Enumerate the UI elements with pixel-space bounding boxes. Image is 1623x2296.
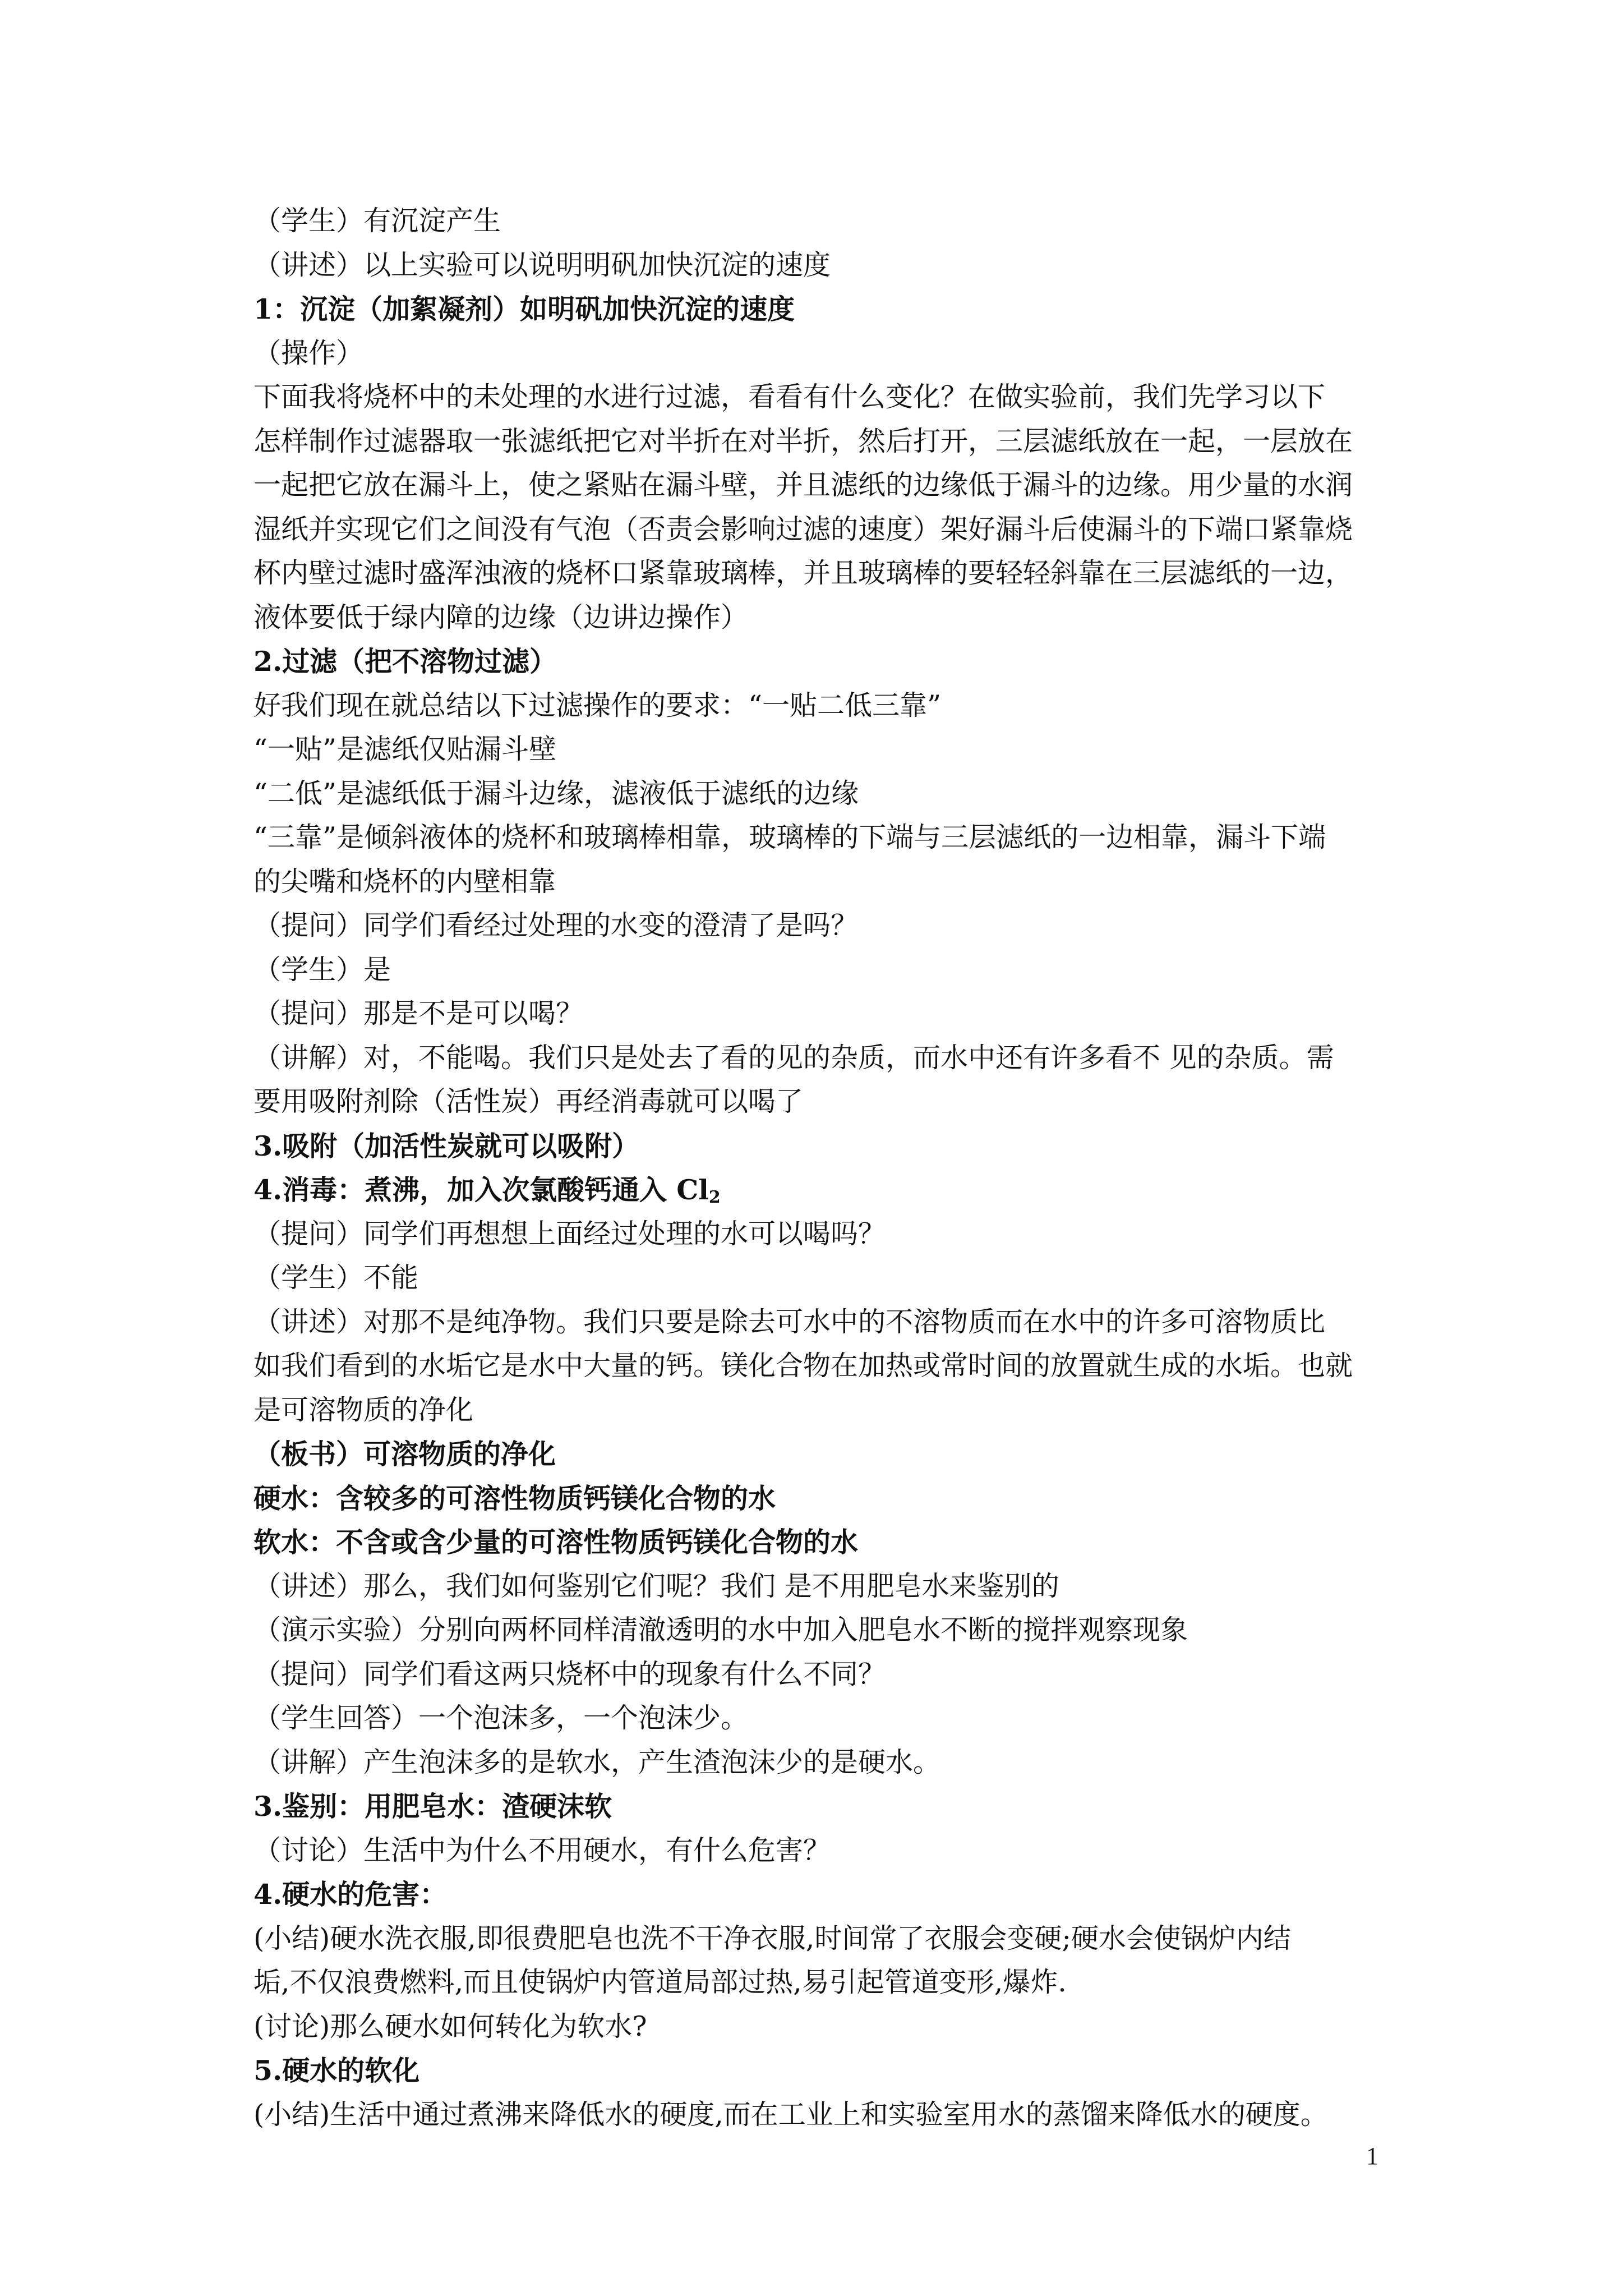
line-text: 的尖嘴和烧杯的内壁相靠: [253, 865, 556, 898]
text-line: [253, 332, 1403, 376]
page-number: 1: [1366, 2142, 1378, 2170]
text-line: [253, 1741, 1403, 1785]
line-text: （学生）有沉淀产生: [253, 205, 501, 237]
line-text: 是可溶物质的净化: [253, 1393, 474, 1426]
line-text: 2.过滤（把不溶物过滤）: [253, 645, 557, 678]
text-line: [253, 904, 1403, 948]
line-text: (小结)硬水洗衣服,即很费肥皂也洗不干净衣服,时间常了衣服会变硬;硬水会使锅炉内结: [253, 1922, 1291, 1954]
section-heading: [253, 1872, 1403, 1917]
line-text: 4.硬水的危害：: [253, 1878, 448, 1911]
line-text: （板书）可溶物质的净化: [253, 1438, 556, 1470]
line-text: 3.鉴别：用肥皂水：渣硬沫软: [253, 1790, 612, 1823]
line-text: 一起把它放在漏斗上，使之紧贴在漏斗壁，并且滤纸的边缘低于漏斗的边缘。用少量的水润: [253, 469, 1353, 501]
text-line: [253, 992, 1403, 1036]
line-text: （学生）是: [253, 953, 391, 986]
section-heading: [253, 1432, 1403, 1476]
line-text: (小结)生活中通过煮沸来降低水的硬度,而在工业上和实验室用水的蒸馏来降低水的硬度。: [253, 2098, 1328, 2131]
text-line: [253, 948, 1403, 992]
section-heading: [253, 1476, 1403, 1521]
text-line: [253, 243, 1403, 288]
line-text: 液体要低于绿内障的边缘（边讲边操作）: [253, 601, 749, 633]
text-line: [253, 375, 1403, 420]
line-text: 4.消毒：煮沸，加入次氯酸钙通入 Cl: [253, 1174, 709, 1206]
line-text: （讲述）以上实验可以说明明矾加快沉淀的速度: [253, 249, 831, 281]
section-heading: [253, 287, 1403, 332]
line-text: （演示实验）分别向两杯同样清澈透明的水中加入肥皂水不断的搅拌观察现象: [253, 1614, 1188, 1646]
section-heading: [253, 1168, 1403, 1212]
line-text: （讲解）产生泡沫多的是软水，产生渣泡沫少的是硬水。: [253, 1746, 941, 1778]
section-heading: [253, 639, 1403, 684]
line-text: 3.吸附（加活性炭就可以吸附）: [253, 1129, 640, 1162]
line-text: （学生回答）一个泡沫多，一个泡沫少。: [253, 1702, 749, 1734]
text-line: [253, 772, 1403, 816]
line-text: “三靠”是倾斜液体的烧杯和玻璃棒相靠，玻璃棒的下端与三层滤纸的一边相靠，漏斗下端: [253, 821, 1326, 853]
text-line: [253, 1961, 1403, 2005]
line-text: 如我们看到的水垢它是水中大量的钙。镁化合物在加热或常时间的放置就生成的水垢。也就: [253, 1350, 1353, 1382]
line-text: （提问）那是不是可以喝？: [253, 997, 584, 1029]
text-line: [253, 551, 1403, 596]
line-text: （学生）不能: [253, 1262, 419, 1294]
line-text: 5.硬水的软化: [253, 2054, 420, 2087]
line-text: 要用吸附剂除（活性炭）再经消毒就可以喝了: [253, 1085, 804, 1117]
section-heading: [253, 2049, 1403, 2093]
text-line: [253, 1212, 1403, 1257]
line-text: 湿纸并实现它们之间没有气泡（否责会影响过滤的速度）架好漏斗后使漏斗的下端口紧靠烧: [253, 513, 1353, 545]
text-line: [253, 1036, 1403, 1080]
line-text: （讨论）生活中为什么不用硬水，有什么危害？: [253, 1834, 831, 1866]
line-text: 垢,不仅浪费燃料,而且使锅炉内管道局部过热,易引起管道变形,爆炸.: [253, 1966, 1067, 1998]
line-text: （讲述）对那不是纯净物。我们只要是除去可水中的不溶物质而在水中的许多可溶物质比: [253, 1305, 1326, 1338]
text-line: [253, 1917, 1403, 1961]
text-line: [253, 1344, 1403, 1388]
line-text: 好我们现在就总结以下过滤操作的要求：“一贴二低三靠”: [253, 689, 942, 721]
line-text: （讲解）对，不能喝。我们只是处去了看的见的杂质，而水中还有许多看不 见的杂质。需: [253, 1041, 1334, 1074]
text-line: [253, 1696, 1403, 1741]
line-text: （操作）: [253, 337, 364, 369]
text-line: [253, 1080, 1403, 1124]
line-text: 软水：不含或含少量的可溶性物质钙镁化合物的水: [253, 1526, 859, 1558]
text-line: [253, 1653, 1403, 1697]
line-text: 1：沉淀（加絮凝剂）如明矾加快沉淀的速度: [253, 293, 795, 325]
line-text: 杯内壁过滤时盛浑浊液的烧杯口紧靠玻璃棒，并且玻璃棒的要轻轻斜靠在三层滤纸的一边，: [253, 557, 1353, 589]
text-line: [253, 508, 1403, 552]
document-body: [253, 199, 1403, 2137]
text-line: [253, 860, 1403, 904]
line-text: 怎样制作过滤器取一张滤纸把它对半折在对半折，然后打开，三层滤纸放在一起，一层放在: [253, 425, 1353, 457]
section-heading: [253, 1124, 1403, 1168]
line-text: （讲述）那么，我们如何鉴别它们呢？我们 是不用肥皂水来鉴别的: [253, 1570, 1059, 1602]
line-text: “一贴”是滤纸仅贴漏斗壁: [253, 733, 557, 765]
text-line: [253, 420, 1403, 464]
section-heading: [253, 1520, 1403, 1565]
line-text: 硬水：含较多的可溶性物质钙镁化合物的水: [253, 1481, 776, 1515]
text-line: [253, 199, 1403, 243]
line-text: 下面我将烧杯中的未处理的水进行过滤，看看有什么变化？在做实验前，我们先学习以下: [253, 381, 1326, 413]
text-line: [253, 1608, 1403, 1653]
line-text: （提问）同学们看经过处理的水变的澄清了是吗？: [253, 909, 859, 941]
text-line: [253, 1300, 1403, 1345]
line-text: (讨论)那么硬水如何转化为软水?: [253, 2010, 647, 2042]
line-text: （提问）同学们看这两只烧杯中的现象有什么不同？: [253, 1658, 886, 1690]
text-line: [253, 1388, 1403, 1433]
text-line: [253, 2093, 1403, 2137]
text-line: [253, 463, 1403, 508]
section-heading: [253, 1784, 1403, 1829]
text-line: [253, 2005, 1403, 2049]
text-line: [253, 1565, 1403, 1609]
text-line: [253, 596, 1403, 640]
line-text: （提问）同学们再想想上面经过处理的水可以喝吗？: [253, 1217, 886, 1250]
subscript: 2: [708, 1188, 721, 1207]
line-text: “二低”是滤纸低于漏斗边缘，滤液低于滤纸的边缘: [253, 777, 859, 809]
text-line: [253, 684, 1403, 728]
text-line: [253, 728, 1403, 772]
text-line: [253, 1256, 1403, 1300]
text-line: [253, 816, 1403, 860]
text-line: [253, 1829, 1403, 1873]
